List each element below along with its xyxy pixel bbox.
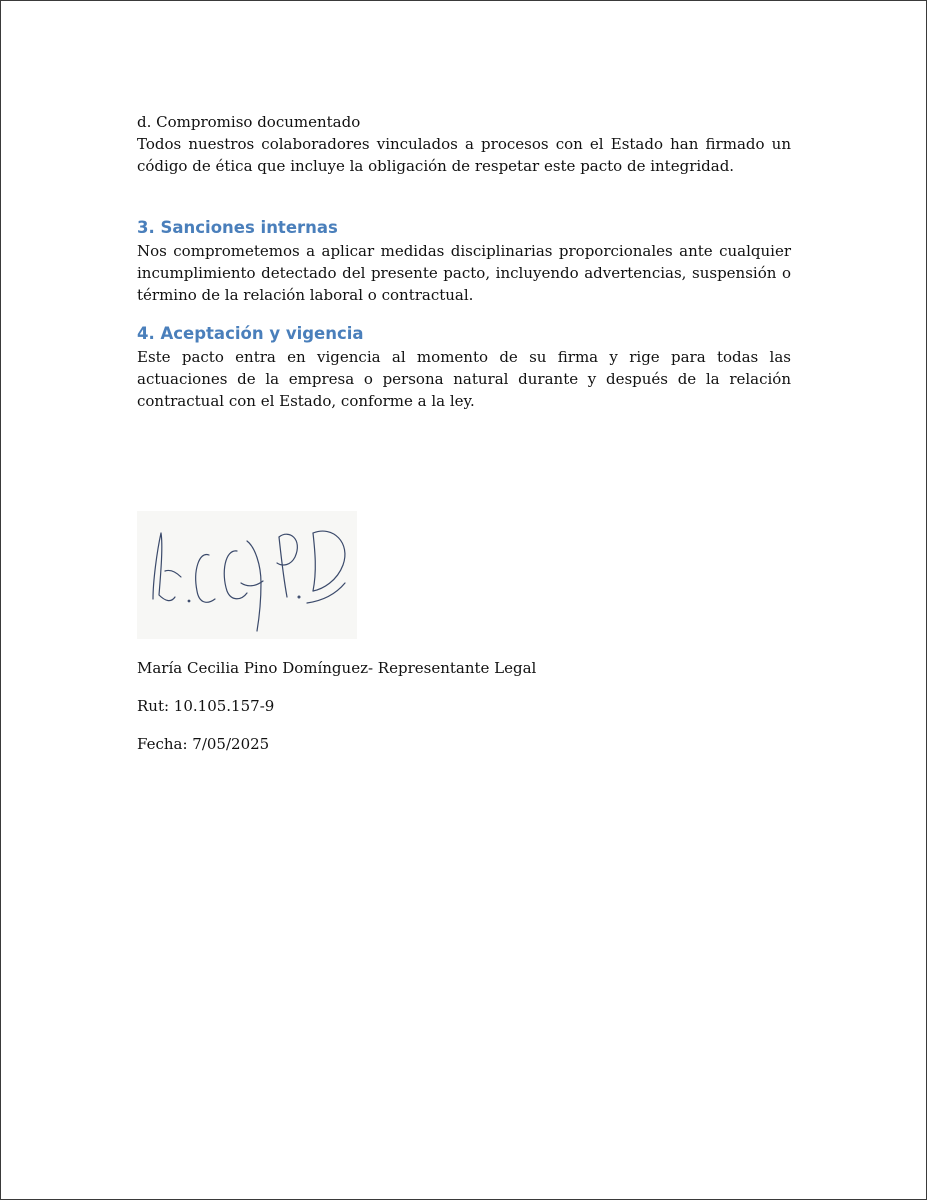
signature-date: Fecha: 7/05/2025 (137, 735, 270, 753)
section-d-title: d. Compromiso documentado (137, 113, 361, 131)
signature-image (137, 511, 357, 639)
section-4-paragraph: Este pacto entra en vigencia al momento de su firma y rige para todas las actuaciones de la empresa o persona natural durante y después de la relación contractual con el Estado, conforme a la ley. (137, 348, 791, 410)
section-d-paragraph: Todos nuestros colaboradores vinculados a procesos con el Estado han firmado un código de ética que incluye la obligación de respetar este pacto de integridad. (137, 135, 791, 175)
handwritten-signature (137, 511, 357, 639)
section-3-heading: 3. Sanciones internas (137, 218, 338, 237)
document-body (137, 111, 791, 412)
section-3-paragraph: Nos comprometemos a aplicar medidas disciplinarias proporcionales ante cualquier incumplimiento detectado del presente pacto, incluyendo advertencias, suspensión o término de la relación laboral o contractual. (137, 242, 791, 304)
section-4-heading: 4. Aceptación y vigencia (137, 324, 364, 343)
signer-name: María Cecilia Pino Domínguez- Representante Legal (137, 659, 537, 677)
signer-rut: Rut: 10.105.157-9 (137, 697, 275, 715)
